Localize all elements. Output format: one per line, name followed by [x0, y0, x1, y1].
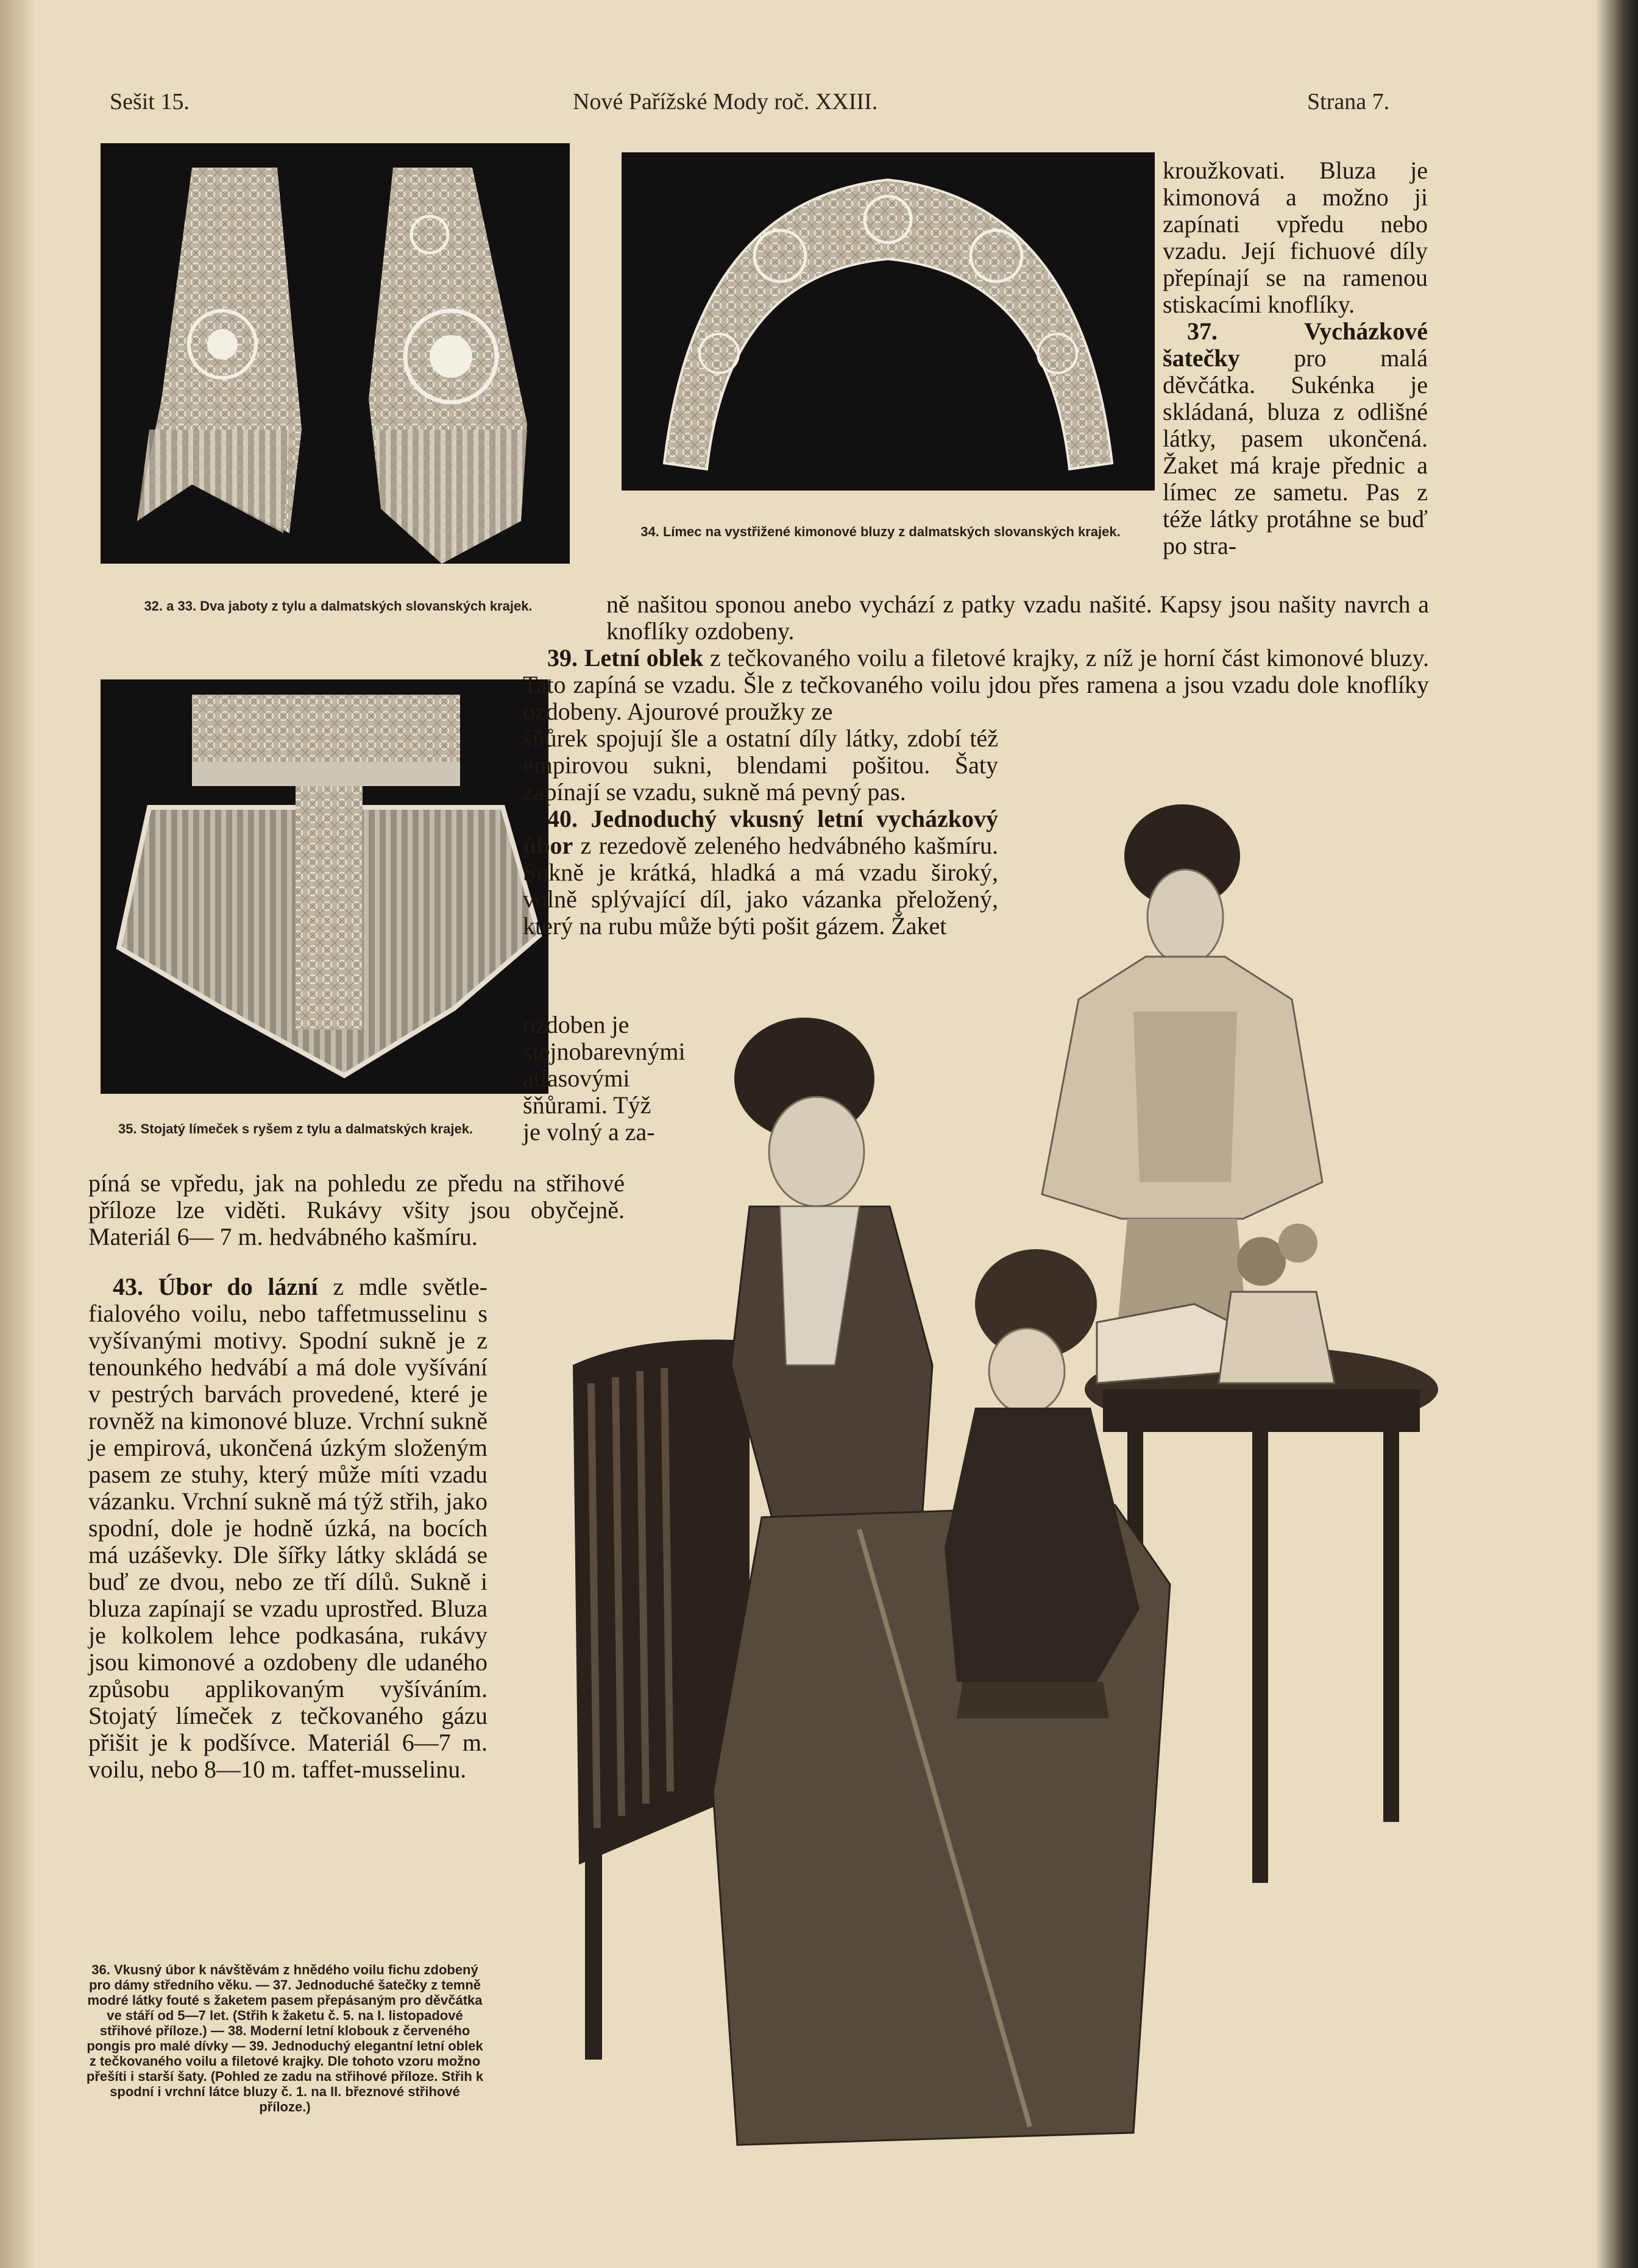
magazine-title: Nové Pařížské Mody roč. XXIII. [573, 89, 878, 115]
item-37-body: pro malá děvčátka. Sukénka je skládaná, bluza z odlišné látky, pasem ukončená. Žaket má kraje přednic a límec ze sametu. Pas z téže látky protáhne se buď po stra- [1163, 344, 1428, 559]
item-39-wide [523, 645, 1429, 725]
caption-fig-36-39: 36. Vkusný úbor k návštěvám z hnědého voilu fichu zdobený pro dámy středního věku. — 37. Jednoduché šatečky z temně modré látky fouté s žaketem pasem přepásaným pro děvčátka ve stáří od 5—7 let. (Střih k žaketu č. 5. na I. listopadové střihové příloze.) — 38. Moderní letní klobouk z červeného pongis pro malé dívky — 39. Jednoduchý elegantní letní oblek z tečkovaného voilu a filetové krajky. Dle tohoto vzoru možno přešíti i starší šaty. (Pohled ze zadu na střihové příloze. Střih k spodní i vrchní látce bluzy č. 1. na II. březnové střihové příloze.) [86, 1962, 484, 2114]
item-43-heading: 43. Úbor do lázní [113, 1273, 318, 1300]
item-40-body: z rezedově zeleného hedvábného kašmíru. Sukně je krátká, hladká a má vzadu široký, volně splývající díl, jako vázanka přeložený, který na rubu může býti pošit gázem. Žaket [523, 832, 998, 940]
item-37-heading: 37. Vycházkové šatečky [1163, 317, 1428, 372]
item-40-tail: ozdoben je stejnobarevnými atlasovými šňůrami. Týž je volný a za- [523, 1011, 686, 1146]
caption-fig-35: 35. Stojatý límeček s ryšem z tylu a dalmatských krajek. [118, 1121, 473, 1136]
collar-photo [622, 152, 1155, 491]
issue-number: Sešit 15. [110, 89, 190, 115]
right-column-text [1163, 157, 1428, 559]
item-39-end: šňůrek spojují šle a ostatní díly látky, zdobí též empirovou sukni, blendami pošitou. Šaty zapínají se vzadu, sukně má pevný pas. [523, 725, 998, 806]
item-40-end: píná se vpředu, jak na pohledu ze předu na střihové příloze lze viděti. Rukávy všity jsou obyčejně. Materiál 6— 7 m. hedvábného kašmíru. [88, 1169, 625, 1250]
item-43-body: z mdle světle-fialového voilu, nebo taffetmusselinu s vyšívanými motivy. Spodní sukně je z tenounkého hedvábí a má dole vyšívání v pestrých barvách provedené, které je rovněž na kimonové bluze. Vrchní sukně je empirová, ukončená úzkým složeným pasem ze stuhy, který může míti vzadu vázanku. Vrchní sukně má týž střih, jako spodní, dole je hodně úzká, na bocích má uzáševky. Dle šířky látky skládá se buď ze dvou, nebo ze tří dílů. Sukně i bluza zapínají se vzadu uprostřed. Bluza je kolkolem lehce podkasána, rukávy jsou kimonové a ozdobeny dle udaného způsobu applikovaným vyšíváním. Stojatý límeček z tečkovaného gázu přišit je k podšívce. Materiál 6—7 m. voilu, nebo 8—10 m. taffet-musselinu. [88, 1273, 488, 1783]
item-39-heading: 39. Letní oblek [547, 644, 704, 672]
continuation-text [606, 591, 1429, 645]
item-37-end: ně našitou sponou anebo vychází z patky vzadu našité. Kapsy jsou našity navrch a knoflíky ozdobeny. [606, 590, 1429, 645]
item-39-body: z tečkovaného voilu a filetové krajky, z níž je horní část kimonové bluzy. Tato zapíná se vzadu. Šle z tečkovaného voilu jdou přes ramena a jsou vzadu dole knoflíky ozdobeny. Ajourové proužky ze [523, 644, 1430, 725]
item-43-column [88, 1274, 488, 1783]
caption-fig-34: 34. Límec na vystřižené kimonové bluzy z dalmatských slovanských krajek. [640, 524, 1121, 539]
stand-collar-photo [101, 679, 548, 1094]
jabots-photo [101, 143, 570, 564]
right-column-continuation: kroužkovati. Bluza je kimonová a možno ji zapínati vpředu nebo vzadu. Její fichuové díly přepínají se na ramenou stiskacími knoflíky. [1163, 157, 1428, 318]
page-number: Strana 7. [1307, 89, 1390, 115]
fashion-illustration [494, 756, 1438, 2169]
item-37 [1163, 318, 1428, 559]
item-40-heading: 40. Jednoduchý vkusný letní vycházkový úbor [523, 805, 998, 859]
caption-fig-32-33: 32. a 33. Dva jaboty z tylu a dalmatských slovanských krajek. [144, 598, 533, 614]
